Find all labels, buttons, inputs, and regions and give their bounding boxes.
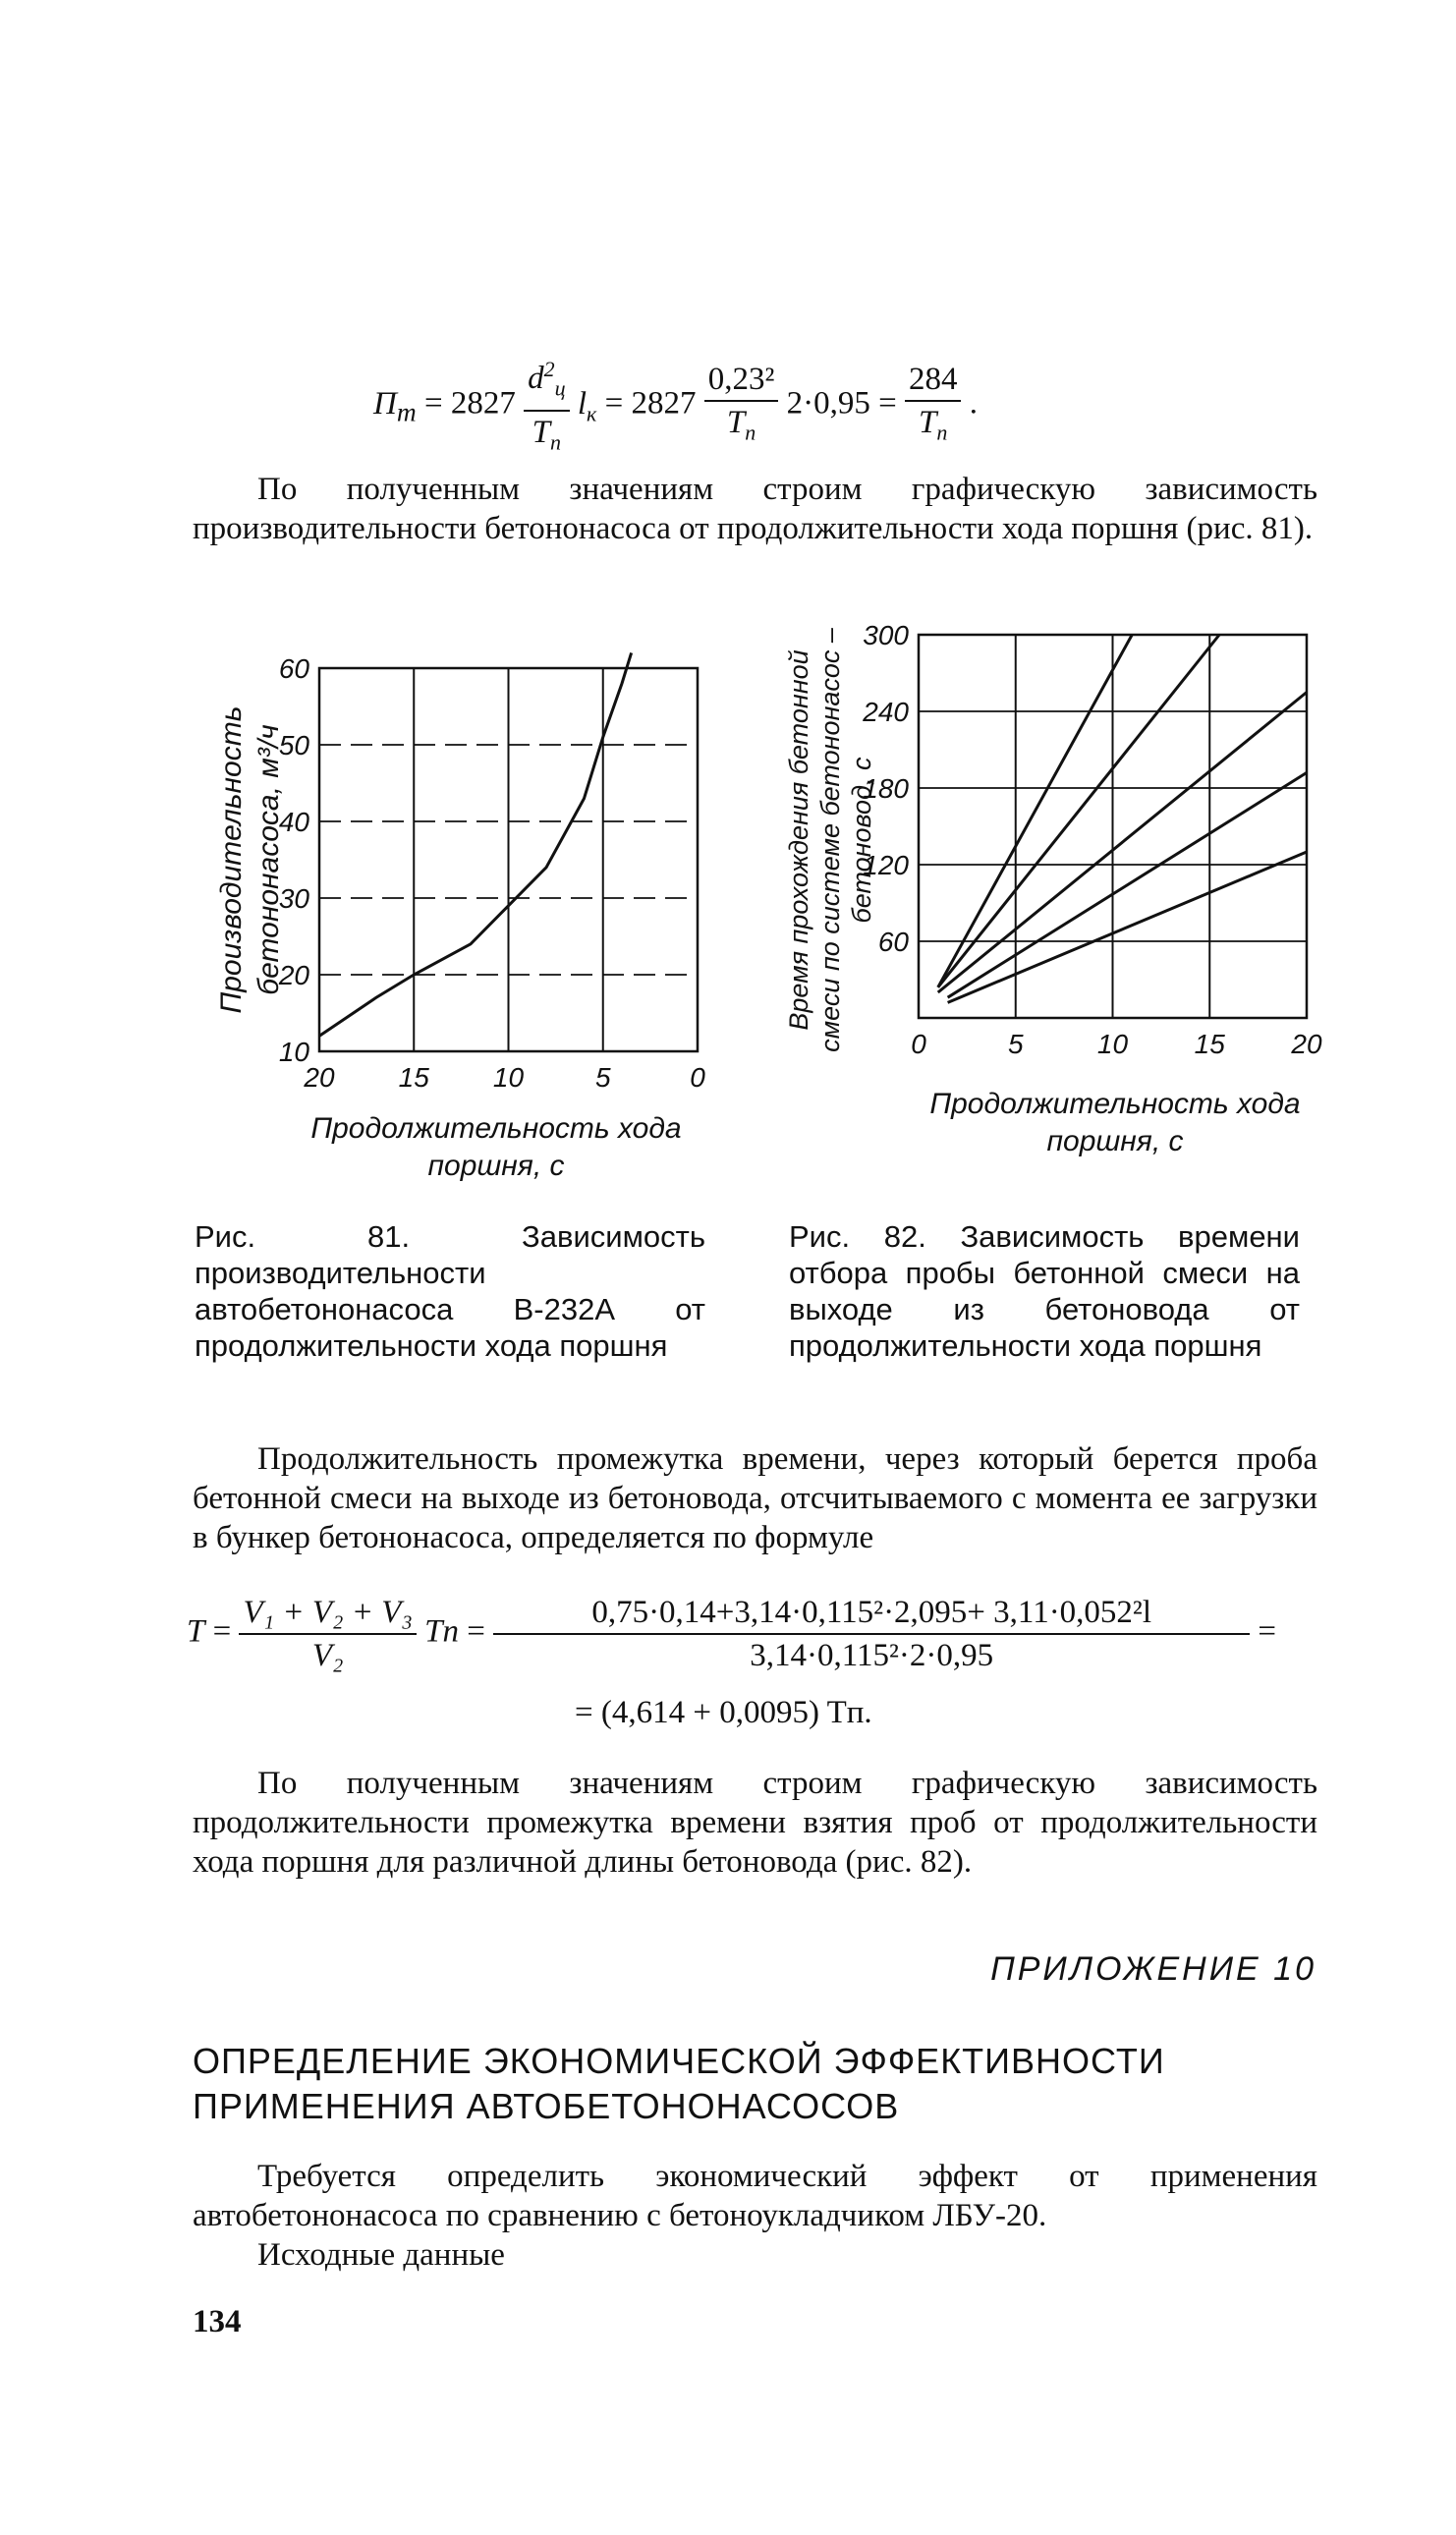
- y-tick-label: 40: [278, 807, 309, 837]
- x-tick-label: 15: [398, 1062, 429, 1093]
- formula1-eq: =: [423, 385, 443, 422]
- paragraph-3: По полученным значениям строим графическую зависимость продолжительности промежутка времени взятия проб от продолжительности хода поршня для различной длины бетоновода (рис. 82).: [193, 1766, 1317, 1880]
- x-tick-label: 10: [1096, 1029, 1129, 1059]
- y-tick-label: 50: [278, 730, 309, 760]
- paragraph-1: По полученным значениям строим графическую зависимость производительности бетононасоса от продолжительности хода поршня (рис. 81).: [193, 472, 1317, 546]
- formula1-frac1: $\frac{d^2_ц}{T_п}$: [524, 349, 570, 463]
- chart-82: [863, 619, 1336, 1091]
- formula-2: T = $\frac{\text{V₁ + V₂ + V₃}}{\text{V₂}}$ Tп = $\frac{\text{0,75·0,14+3,14·0,115²·2,095+ 3,11·0,052²l}}{\text{3,14·0,115²·2·0,95}}$ =: [187, 1592, 1326, 1676]
- formula1-frac2: $\frac{\text{0,23²}}{T_п}$: [704, 359, 779, 454]
- paragraph-2: Продолжительность промежутка времени, через который берется проба бетонной смеси на выходе из бетоновода, отсчитываемого с момента ее загрузки в бункер бетононасоса, определяется по формуле: [193, 1441, 1317, 1555]
- y-tick-label: 300: [863, 620, 909, 650]
- formula2-tp: Tп: [424, 1613, 460, 1650]
- chart82-xlabel: Продолжительность хода поршня, с: [929, 1088, 1301, 1157]
- chart81-xlabel: Продолжительность хода поршня, с: [310, 1112, 682, 1182]
- series-line-2: [938, 635, 1219, 987]
- formula1-lhs: $П_т$: [373, 385, 417, 427]
- formula1-coef2: 2827: [631, 385, 697, 422]
- caption-fig82: Рис. 82. Зависимость времени отбора пробы бетонной смеси на выходе из бетоновода от продолжительности хода поршня: [789, 1219, 1300, 1363]
- formula1-coef1: 2827: [450, 385, 516, 422]
- x-tick-label: 0: [911, 1029, 926, 1059]
- formula1-mult: 2·0,95: [786, 385, 870, 422]
- formula1-frac3: $\frac{284}{T_п}$: [905, 359, 962, 454]
- heading-line-1: ОПРЕДЕЛЕНИЕ ЭКОНОМИЧЕСКОЙ ЭФФЕКТИВНОСТИ: [193, 2041, 1165, 2081]
- x-tick-label: 0: [690, 1062, 705, 1093]
- y-tick-label: 60: [278, 653, 309, 684]
- formula2-line2: = (4,614 + 0,0095) Tп.: [575, 1695, 872, 1730]
- y-tick-label: 20: [278, 960, 309, 990]
- x-tick-label: 5: [1007, 1029, 1024, 1059]
- chart82-ylabel-text: Время прохождения бетонной смеси по системе бетононасос – бетоновод, с: [784, 628, 876, 1052]
- paragraph-4: Требуется определить экономический эффект от применения автобетононасоса по сравнению с бетоноукладчиком ЛБУ-20.: [193, 2159, 1317, 2233]
- chart-81: [278, 648, 717, 1110]
- formula-1: $П_т = 2827$ $\frac{d^2_ц}{T_п}$ $l_к = 2827$ $\frac{\text{0,23²}}{T_п}$ 2·0,95 = $\frac{284}{T_п}$ .: [373, 349, 1238, 457]
- y-tick-label: 60: [877, 927, 909, 957]
- appendix-label: ПРИЛОЖЕНИЕ 10: [990, 1950, 1316, 1988]
- caption-fig81: Рис. 81. Зависимость производительности автобетононасоса В-232А от продолжительности хода поршня: [195, 1219, 705, 1363]
- series-line-4: [948, 772, 1307, 997]
- y-tick-label: 240: [863, 697, 909, 727]
- y-tick-label: 120: [863, 850, 909, 880]
- y-tick-label: 180: [863, 773, 909, 804]
- x-tick-label: 5: [594, 1062, 611, 1093]
- page-number: 134: [193, 2304, 242, 2339]
- formula2-frac2: $\frac{\text{0,75·0,14+3,14·0,115²·2,095+ 3,11·0,052²l}}{\text{3,14·0,115²·2·0,95}}$: [493, 1592, 1250, 1676]
- chart81-ylabel-text: Производительность бетононасоса, м³/ч: [215, 705, 285, 1014]
- section-heading: [193, 2039, 1317, 2129]
- y-tick-label: 10: [278, 1037, 309, 1067]
- x-tick-label: 10: [492, 1062, 525, 1093]
- series-line-1: [319, 652, 632, 1036]
- y-tick-label: 30: [278, 883, 309, 914]
- x-tick-label: 20: [304, 1062, 335, 1093]
- formula1-lk: $l_к$: [577, 385, 597, 426]
- formula2-lhs: T: [187, 1613, 205, 1650]
- series-line-3: [938, 693, 1307, 993]
- x-tick-label: 15: [1194, 1029, 1225, 1059]
- formula2-frac1: $\frac{\text{V₁ + V₂ + V₃}}{\text{V₂}}$: [239, 1592, 416, 1676]
- subheading-input-data: Исходные данные: [257, 2237, 505, 2273]
- series-line-1: [938, 635, 1133, 987]
- heading-line-2: ПРИМЕНЕНИЯ АВТОБЕТОНОНАСОСОВ: [193, 2086, 900, 2126]
- x-tick-label: 20: [1291, 1029, 1322, 1059]
